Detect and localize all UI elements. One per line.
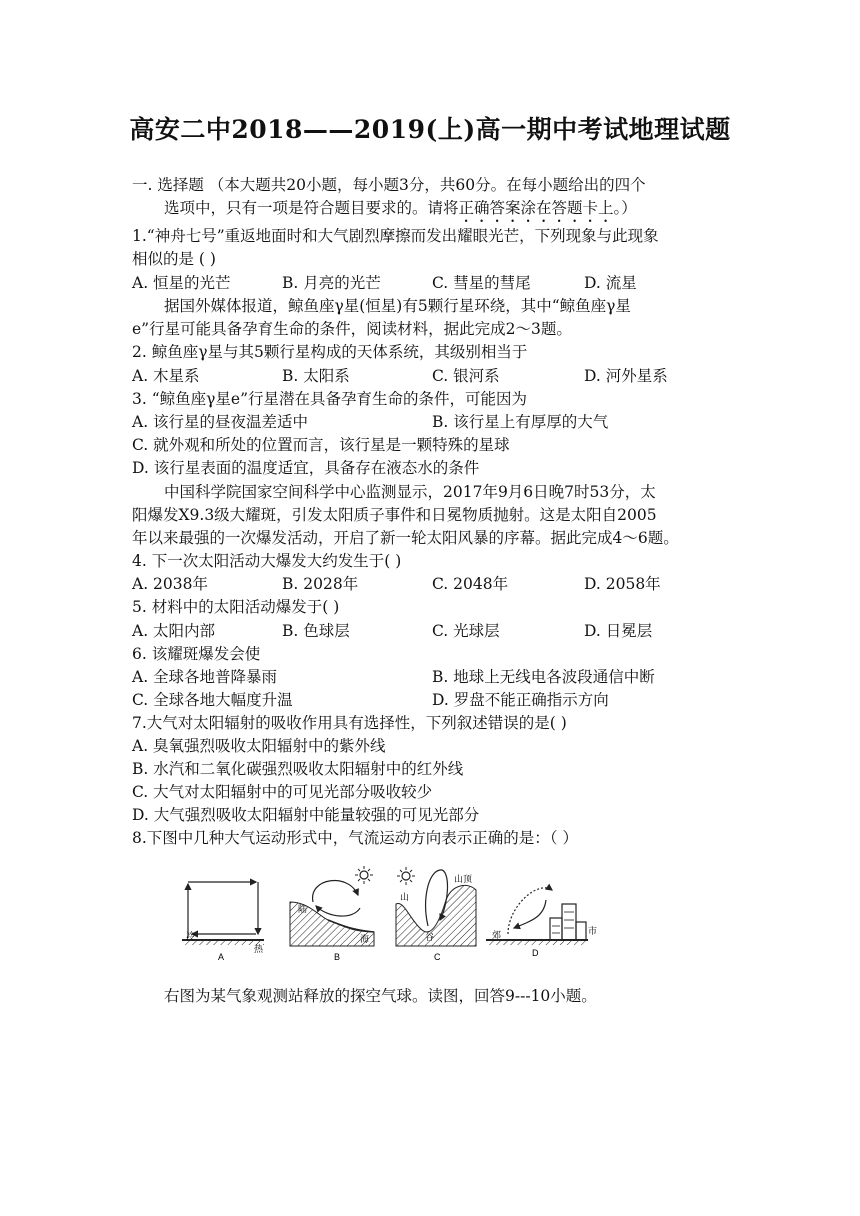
panel-c-mountain-label: 山	[400, 892, 410, 902]
panel-a-ground-hatch	[182, 941, 264, 945]
q3-option-c: C. 就外观和所处的位置而言，该行星是一颗特殊的星球	[132, 436, 510, 454]
panel-c-mountain-valley-breeze	[396, 867, 476, 962]
q5-option-d: D. 日冕层	[584, 622, 653, 640]
panel-b-land-label: 陆	[298, 904, 308, 914]
q2-option-d: D. 河外星系	[584, 367, 668, 385]
panel-b-lower-flow	[316, 906, 360, 916]
panel-c-valley-label: 谷	[425, 932, 435, 942]
panel-c-sun-rays	[397, 867, 415, 885]
q5-option-a: A. 太阳内部	[132, 622, 216, 640]
panel-d-tall-building	[562, 904, 576, 940]
panel-b-sun-icon	[360, 871, 368, 879]
panel-c-peak-label: 山顶	[454, 874, 473, 884]
panel-d-upper-flow	[508, 888, 552, 934]
panel-a-hot-label: 热	[254, 944, 264, 954]
q4-option-b: B. 2028年	[282, 575, 359, 593]
q4-option-d: D. 2058年	[584, 575, 661, 593]
panel-b-sun-rays	[355, 866, 373, 884]
q7-option-b: B. 水汽和二氧化碳强烈吸收太阳辐射中的红外线	[132, 760, 464, 778]
q6-option-d: D. 罗盘不能正确指示方向	[432, 691, 609, 709]
panel-b-upper-flow	[313, 881, 358, 902]
q1-option-a: A. 恒星的光芒	[132, 274, 231, 292]
section-heading-line1: 一. 选择题 （本大题共20小题，每小题3分，共60分。在每小题给出的四个	[132, 176, 646, 194]
panel-a-cold-label: 冷	[186, 931, 196, 941]
panel-c-caption: C	[434, 952, 441, 962]
q7-stem: 7.大气对太阳辐射的吸收作用具有选择性，下列叙述错误的是( )	[132, 714, 567, 732]
q7-option-d: D. 大气强烈吸收太阳辐射中能量较强的可见光部分	[132, 806, 480, 824]
q1-option-d: D. 流星	[584, 274, 637, 292]
q1-stem-line1: 1.“神舟七号”重返地面时和大气剧烈摩擦而发出耀眼光芒，下列现象与此现象	[132, 227, 659, 245]
q1-stem-line2: 相似的是 ( )	[132, 250, 216, 268]
q7-option-c: C. 大气对太阳辐射中的可见光部分吸收较少	[132, 783, 433, 801]
q6-option-c: C. 全球各地大幅度升温	[132, 691, 293, 709]
panel-b-sea-land-breeze	[290, 866, 374, 962]
q4-option-a: A. 2038年	[132, 575, 208, 593]
q4-stem: 4. 下一次太阳活动大爆发大约发生于( )	[132, 552, 402, 570]
q6-stem: 6. 该耀斑爆发会使	[132, 645, 261, 663]
q2-option-b: B. 太阳系	[282, 367, 350, 385]
passage2-line2: 阳爆发X9.3级大耀斑，引发太阳质子事件和日冕物质抛射。这是太阳自2005	[132, 506, 657, 524]
q3-stem: 3. “鲸鱼座γ星e”行星潜在具备孕育生命的条件，可能因为	[132, 390, 528, 408]
passage2-line3: 年以来最强的一次爆发活动，开启了新一轮太阳风暴的序幕。据此完成4～6题。	[132, 529, 679, 547]
q2-option-c: C. 银河系	[432, 367, 500, 385]
q1-option-c: C. 彗星的彗尾	[432, 274, 531, 292]
panel-c-sun-icon	[402, 872, 410, 880]
q6-option-b: B. 地球上无线电各波段通信中断	[432, 668, 655, 686]
q2-stem: 2. 鲸鱼座γ星与其5颗行星构成的天体系统，其级别相当于	[132, 343, 528, 361]
q3-option-b: B. 该行星上有厚厚的大气	[432, 413, 609, 431]
q7-option-a: A. 臭氧强烈吸收太阳辐射中的紫外线	[132, 737, 386, 755]
q2-option-a: A. 木星系	[132, 367, 200, 385]
atmospheric-circulation-figure	[178, 860, 598, 970]
panel-a-caption: A	[218, 952, 225, 962]
section-heading-line2-end: 。）	[613, 199, 637, 217]
passage2-line1: 中国科学院国家空间科学中心监测显示，2017年9月6日晚7时53分，太	[164, 483, 656, 501]
panel-b-sea-label: 海	[360, 934, 370, 944]
emphasized-instruction: 正确答案涂在答题卡上	[458, 199, 614, 217]
section-heading-line2	[164, 197, 637, 226]
q8-stem: 8.下图中几种大气运动形式中，气流运动方向表示正确的是：（ ）	[132, 829, 578, 847]
panel-b-caption: B	[334, 952, 341, 962]
q5-stem: 5. 材料中的太阳活动爆发于( )	[132, 598, 340, 616]
q1-option-b: B. 月亮的光芒	[282, 274, 381, 292]
q4-option-c: C. 2048年	[432, 575, 509, 593]
panel-d-city-label: 市	[588, 926, 598, 936]
panel-d-mid-building	[550, 918, 562, 940]
q3-option-a: A. 该行星的昼夜温差适中	[132, 413, 309, 431]
q3-option-d: D. 该行星表面的温度适宜，具备存在液态水的条件	[132, 459, 480, 477]
section-heading-line2-text: 选项中，只有一项是符合题目要求的。请将	[164, 199, 459, 217]
panel-d-short-building	[576, 922, 586, 940]
q5-option-b: B. 色球层	[282, 622, 350, 640]
page-title: 高安二中2018——2019(上)高一期中考试地理试题	[129, 115, 731, 144]
panel-d-building-windows	[552, 912, 574, 933]
q6-option-a: A. 全球各地普降暴雨	[132, 668, 278, 686]
passage1-line2: e”行星可能具备孕育生命的条件，阅读材料，据此完成2～3题。	[132, 320, 572, 338]
panel-d-urban-heat-island	[486, 888, 597, 958]
panel-d-caption: D	[532, 948, 539, 958]
passage1-line1: 据国外媒体报道，鲸鱼座γ星(恒星)有5颗行星环绕，其中“鲸鱼座γ星	[164, 297, 631, 315]
q5-option-c: C. 光球层	[432, 622, 500, 640]
passage3-line1: 右图为某气象观测站释放的探空气球。读图，回答9---10小题。	[164, 987, 597, 1005]
panel-a-thermal-circulation	[182, 882, 264, 962]
panel-d-suburb-label: 郊	[492, 930, 502, 940]
panel-d-ground-hatch	[486, 941, 588, 945]
